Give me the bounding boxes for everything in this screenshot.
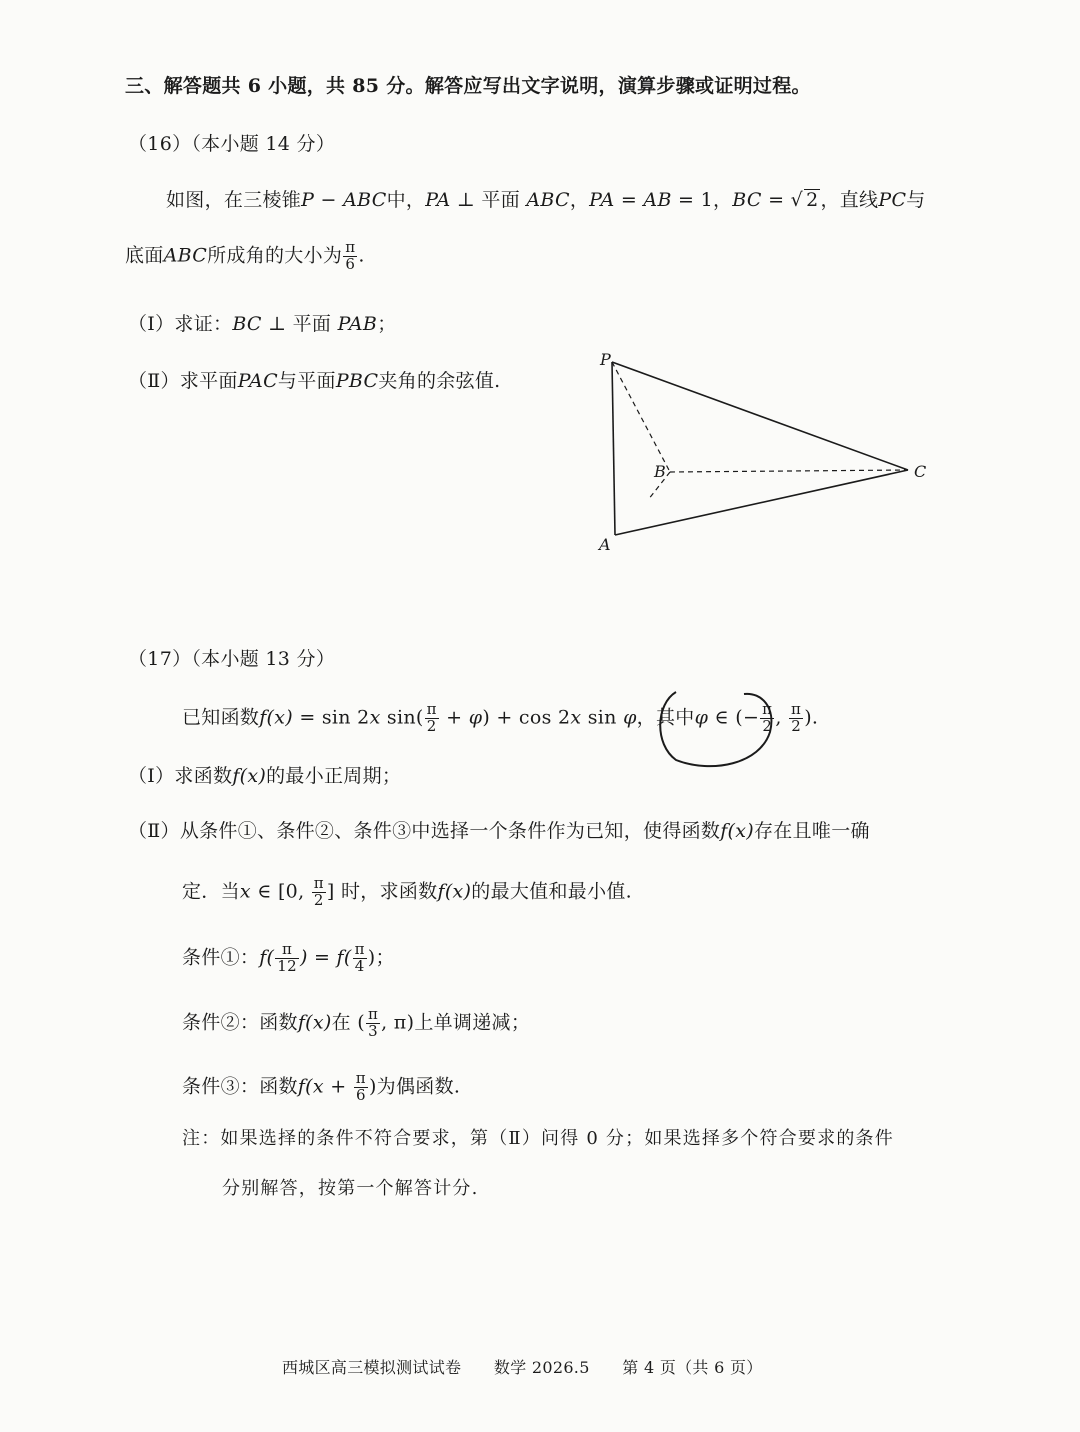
q17-expr: f(x + bbox=[297, 1075, 353, 1098]
q16-expr: PAC bbox=[237, 370, 278, 392]
q17-text: ，其中 bbox=[636, 706, 695, 729]
part-label: （Ⅱ）求平面 bbox=[128, 370, 238, 392]
label-B: B bbox=[654, 462, 666, 481]
q17-text: ). bbox=[804, 706, 819, 729]
q17-text: 的最大值和最小值. bbox=[471, 880, 633, 903]
q16-expr: PA = AB bbox=[589, 189, 672, 211]
q16-part2 bbox=[128, 372, 501, 391]
q17-expr: φ bbox=[623, 706, 637, 729]
fraction: $\frac{\pi}{2}$ bbox=[426, 700, 437, 735]
q17-part2-line1 bbox=[128, 822, 870, 841]
edge-PB-hidden bbox=[612, 362, 670, 472]
q16-text: 与 bbox=[906, 189, 926, 211]
q16-text: 中， bbox=[386, 189, 426, 211]
q16-expr: PBC bbox=[335, 370, 379, 392]
q16-text: 与平面 bbox=[277, 370, 336, 392]
q16-expr: P − ABC bbox=[301, 189, 387, 211]
q17-expr: f(x) bbox=[720, 820, 754, 842]
q17-text: 已知函数 bbox=[182, 706, 260, 729]
handwritten-circle-mark bbox=[652, 684, 782, 770]
q16-stem-line1 bbox=[166, 189, 926, 211]
q16-text: ⊥ 平面 bbox=[450, 189, 527, 211]
q16-header: （16）（本小题 14 分） bbox=[128, 133, 336, 155]
q17-expr: ) = f( bbox=[299, 946, 352, 969]
q17-note-line2: 分别解答，按第一个解答计分. bbox=[222, 1178, 479, 1199]
q17-text: 存在且唯一确 bbox=[754, 820, 870, 842]
q17-text: 的最小正周期； bbox=[266, 765, 402, 787]
edge-BC-hidden bbox=[670, 470, 908, 472]
q17-expr: f( bbox=[259, 946, 275, 969]
q17-text: + bbox=[439, 706, 469, 729]
q17-text: ∈ (− bbox=[708, 706, 760, 729]
q16-text: 底面 bbox=[125, 244, 164, 267]
q17-condition-1 bbox=[182, 942, 395, 975]
fraction: $\frac{\pi}{4}$ bbox=[354, 940, 365, 975]
q17-part1 bbox=[128, 767, 401, 786]
q16-text: . bbox=[358, 244, 365, 267]
edge-PA bbox=[612, 362, 615, 535]
q17-expr: f(x) bbox=[297, 1011, 332, 1034]
q17-expr: f(x) bbox=[259, 706, 293, 729]
q16-expr: PA bbox=[425, 189, 451, 211]
condition-label: 条件②：函数 bbox=[182, 1011, 298, 1034]
q16-text: 所成角的大小为 bbox=[207, 244, 343, 267]
fraction: $\frac{\pi}{6}$ bbox=[355, 1069, 366, 1104]
q17-expr: f(x) bbox=[232, 765, 267, 787]
q17-text: sin bbox=[581, 706, 624, 729]
q17-text: 在 ( bbox=[331, 1011, 365, 1034]
q17-condition-3 bbox=[182, 1071, 460, 1104]
q17-expr: φ bbox=[694, 706, 709, 729]
q17-text: , π) bbox=[381, 1011, 415, 1034]
edge-PC bbox=[612, 362, 908, 470]
q17-text: sin( bbox=[380, 706, 424, 729]
q17-expr: f(x) bbox=[437, 880, 472, 903]
q16-text: = 1， bbox=[671, 189, 733, 211]
q16-text: ； bbox=[377, 313, 397, 335]
q16-part1 bbox=[128, 315, 397, 334]
q17-part2-line2 bbox=[182, 876, 632, 909]
q17-text: = sin 2 bbox=[292, 706, 370, 729]
q16-expr: BC bbox=[232, 313, 262, 335]
q17-text: 上单调递减； bbox=[414, 1011, 531, 1034]
q17-expr: x bbox=[570, 706, 582, 729]
q16-text: 如图，在三棱锥 bbox=[166, 189, 302, 211]
q17-text: , bbox=[775, 706, 789, 729]
fraction: $\frac{\pi}{2}$ bbox=[313, 874, 324, 909]
section-title: 三、解答题共 6 小题，共 85 分。解答应写出文字说明，演算步骤或证明过程。 bbox=[125, 75, 811, 97]
q16-expr: PC bbox=[878, 189, 907, 211]
q16-text: ， bbox=[569, 189, 590, 211]
q17-expr: x bbox=[369, 706, 381, 729]
q16-expr: ABC bbox=[526, 189, 570, 211]
q16-expr: PAB bbox=[337, 313, 378, 335]
part-label: （Ⅰ）求函数 bbox=[128, 765, 233, 787]
q17-text: )； bbox=[367, 946, 395, 969]
q17-text: ) + cos 2 bbox=[482, 706, 571, 729]
sqrt-radicand: 2 bbox=[806, 189, 819, 211]
q17-text: )为偶函数. bbox=[368, 1075, 461, 1098]
part-label: （Ⅰ）求证： bbox=[128, 313, 233, 335]
label-P: P bbox=[600, 350, 611, 369]
fraction: $\frac{\pi}{6}$ bbox=[345, 238, 356, 273]
fraction: $\frac{\pi}{2}$ bbox=[762, 700, 773, 735]
label-A: A bbox=[599, 535, 611, 554]
fraction: $\frac{\pi}{3}$ bbox=[367, 1005, 379, 1040]
q17-expr: x bbox=[239, 880, 251, 903]
q16-expr: BC bbox=[732, 189, 762, 211]
condition-label: 条件①： bbox=[182, 946, 260, 969]
q16-stem-line2 bbox=[125, 240, 365, 273]
part-label: （Ⅱ）从条件①、条件②、条件③中选择一个条件作为已知，使得函数 bbox=[128, 820, 721, 842]
q17-expr: φ bbox=[468, 706, 483, 729]
condition-label: 条件③：函数 bbox=[182, 1075, 298, 1098]
q16-text: ，直线 bbox=[820, 189, 879, 211]
q17-condition-2 bbox=[182, 1007, 530, 1040]
tetrahedron-diagram bbox=[590, 345, 950, 565]
q17-text: 定．当 bbox=[182, 880, 240, 903]
page-footer: 西城区高三模拟测试试卷 数学 2026.5 第 4 页（共 6 页） bbox=[282, 1358, 763, 1377]
q16-text: = √ bbox=[761, 189, 804, 211]
fraction: $\frac{\pi}{2}$ bbox=[791, 700, 802, 735]
fraction: $\frac{\pi}{12}$ bbox=[277, 940, 297, 975]
q16-expr: ABC bbox=[163, 244, 208, 267]
q16-text: 夹角的余弦值. bbox=[378, 370, 501, 392]
q17-header: （17）（本小题 13 分） bbox=[128, 648, 336, 670]
q17-note-line1: 注：如果选择的条件不符合要求，第（Ⅱ）问得 0 分；如果选择多个符合要求的条件 bbox=[182, 1128, 894, 1149]
q17-text: ∈ [0, bbox=[250, 880, 311, 903]
q16-text: ⊥ 平面 bbox=[261, 313, 338, 335]
q17-text: ] 时，求函数 bbox=[326, 880, 438, 903]
label-C: C bbox=[914, 462, 927, 481]
